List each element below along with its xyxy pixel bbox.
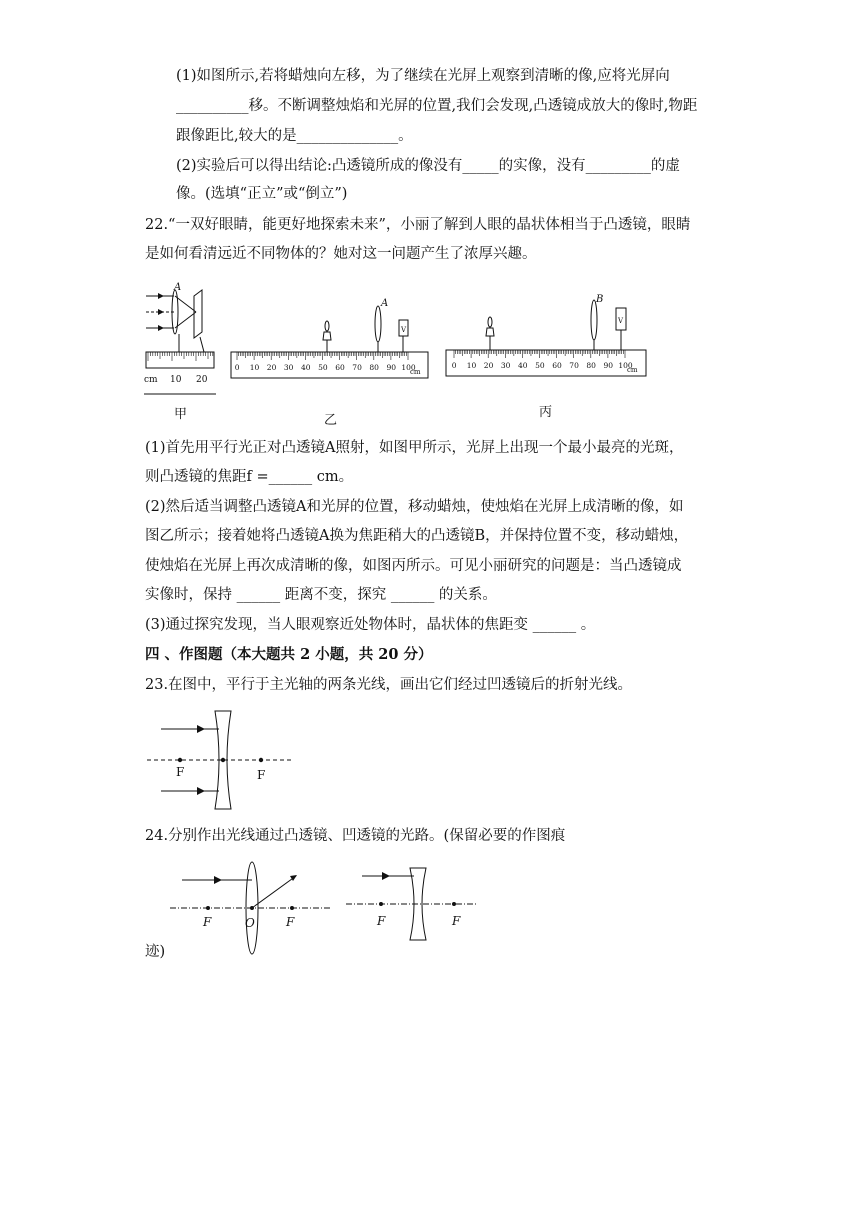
q22-s1-line1: (1)首先用平行光正对凸透镜A照射，如图甲所示，光屏上出现一个最小最亮的光斑，: [145, 440, 684, 456]
q23-text: 23.在图中，平行于主光轴的两条光线，画出它们经过凹透镜后的折射光线。: [145, 677, 633, 693]
ruler-yi-tick-label: 30: [283, 363, 294, 372]
ruler-yi-tick-label: 40: [301, 363, 311, 372]
label-unit-cm-yi: cm: [410, 368, 421, 376]
caption-bing: 丙: [539, 405, 553, 420]
label-unit-cm-bing: cm: [627, 366, 638, 374]
ruler-yi-tick-label: 80: [369, 363, 379, 372]
label-F-left: F: [176, 765, 185, 779]
q21-part2-line2: 像。(选填“正立”或“倒立”): [176, 186, 348, 202]
ruler-yi-tick-label: 90: [386, 363, 397, 372]
ruler-bing-tick-label: 90: [603, 361, 614, 370]
ruler-yi-tick-label: 20: [266, 363, 277, 372]
label-unit-cm: cm: [144, 375, 158, 385]
q22-intro-line1: 22.“一双好眼睛，能更好地探索未来”，小丽了解到人眼的晶状体相当于凸透镜，眼睛: [145, 217, 691, 233]
ruler-yi-tick-label: 60: [335, 363, 345, 372]
ruler-yi-tick-label: 0: [234, 363, 240, 372]
ruler-jia-tick-20: 20: [196, 375, 208, 385]
ruler-bing-tick-label: 50: [535, 361, 545, 370]
ruler-yi-tick-label: 50: [318, 363, 328, 372]
q24-text-line2: 迹): [145, 944, 166, 960]
figure-q24-convex: [168, 860, 333, 960]
caption-yi: 乙: [324, 413, 338, 428]
figure-yi: [228, 292, 433, 432]
ruler-bing-tick-label: 60: [552, 361, 562, 370]
figure-bing: [443, 290, 648, 430]
q22-s2-line1: (2)然后适当调整凸透镜A和光屏的位置，移动蜡烛，使烛焰在光屏上成清晰的像，如: [145, 499, 684, 515]
q22-intro-line2: 是如何看清远近不同物体的？她对这一问题产生了浓厚兴趣。: [145, 246, 537, 262]
ruler-bing-tick-label: 70: [569, 361, 579, 370]
q21-part1-line3: 跟像距比,较大的是______________。: [176, 128, 413, 144]
ruler-bing-tick-label: 10: [466, 361, 477, 370]
q22-s2-line4: 实像时，保持 ______ 距离不变，探究 ______ 的关系。: [145, 587, 497, 603]
q22-s2-line3: 使烛焰在光屏上再次成清晰的像，如图丙所示。可见小丽研究的问题是：当凸透镜成: [145, 558, 682, 574]
q21-part1-line2: __________移。不断调整烛焰和光屏的位置,我们会发现,凸透镜成放大的像时,物距: [176, 98, 698, 114]
figure-q24-concave: [344, 862, 479, 947]
ruler-yi-tick-label: 100: [401, 363, 416, 372]
figure-jia: [140, 282, 220, 422]
caption-jia: 甲: [174, 407, 188, 422]
label-O: O: [245, 916, 255, 930]
label-F-3: F: [377, 914, 386, 928]
q21-part1-line1: (1)如图所示,若将蜡烛向左移，为了继续在光屏上观察到清晰的像,应将光屏向: [176, 68, 670, 84]
ruler-yi-tick-label: 70: [352, 363, 362, 372]
label-lens-A: A: [174, 282, 182, 293]
svg-text:V: V: [618, 317, 624, 325]
q24-text-line1: 24.分别作出光线通过凸透镜、凹透镜的光路。(保留必要的作图痕: [145, 828, 566, 844]
label-F-2: F: [286, 915, 295, 929]
label-F-4: F: [452, 914, 461, 928]
label-F-1: F: [203, 915, 212, 929]
ruler-bing-tick-label: 40: [518, 361, 528, 370]
ruler-bing-tick-label: 30: [500, 361, 511, 370]
figure-q23: [145, 705, 295, 815]
label-F-right: F: [257, 768, 266, 782]
q22-s1-line2: 则凸透镜的焦距f =______ cm。: [145, 469, 354, 485]
label-lens-A-yi: A: [381, 298, 389, 309]
q21-part2-line1: (2)实验后可以得出结论:凸透镜所成的像没有_____的实像，没有_________的虚: [176, 158, 680, 174]
section4-heading: 四 、作图题（本大题共 2 小题，共 20 分）: [145, 646, 433, 663]
label-lens-B: B: [596, 294, 604, 305]
ruler-bing-tick-label: 20: [483, 361, 494, 370]
ruler-bing-tick-label: 100: [618, 361, 633, 370]
ruler-bing-tick-label: 80: [586, 361, 596, 370]
ruler-yi-tick-label: 10: [249, 363, 260, 372]
svg-text:V: V: [401, 326, 407, 334]
q22-s3-line1: (3)通过探究发现，当人眼观察近处物体时，晶状体的焦距变 ______ 。: [145, 617, 596, 633]
ruler-bing-tick-label: 0: [451, 361, 457, 370]
ruler-jia-tick-10: 10: [170, 375, 182, 385]
q22-s2-line2: 图乙所示；接着她将凸透镜A换为焦距稍大的凸透镜B，并保持位置不变，移动蜡烛，: [145, 528, 689, 544]
